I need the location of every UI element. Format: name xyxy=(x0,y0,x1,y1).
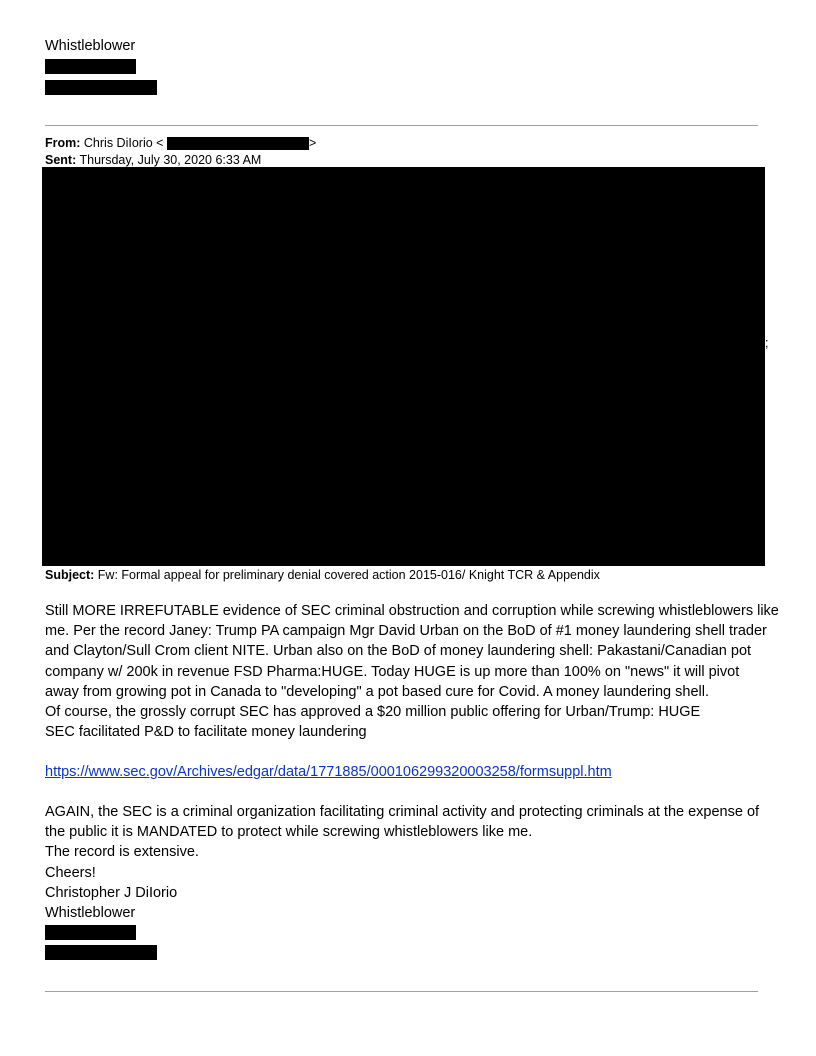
body-line: and Clayton/Sull Crom client NITE. Urban also on the BoD of money laundering shell: Pakastani/Canadian pot xyxy=(45,643,752,660)
body-line: company w/ 200k in revenue FSD Pharma:HUGE. Today HUGE is up more than 100% on "news" it will pivot xyxy=(45,663,740,680)
sent-label: Sent: xyxy=(45,153,77,167)
redaction-block xyxy=(167,137,309,150)
sent-line xyxy=(45,152,261,168)
from-close: > xyxy=(309,136,317,150)
body-line: The record is extensive. xyxy=(45,844,199,861)
body-line: away from growing pot in Canada to "developing" a pot based cure for Covid. A money laundering shell. xyxy=(45,683,709,700)
body-line: Of course, the grossly corrupt SEC has approved a $20 million public offering for Urban/Trump: HUGE xyxy=(45,704,701,721)
subject-line xyxy=(45,567,600,583)
body-line: Cheers! xyxy=(45,864,96,881)
redaction-block xyxy=(45,925,136,940)
body-line: SEC facilitated P&D to facilitate money laundering xyxy=(45,724,367,741)
sec-filing-link[interactable]: https://www.sec.gov/Archives/edgar/data/1771885/000106299320003258/formsuppl.htm xyxy=(45,764,612,780)
divider-line xyxy=(45,125,758,126)
stray-character: ; xyxy=(765,336,769,350)
redaction-block xyxy=(45,945,157,960)
body-line: the public it is MANDATED to protect while screwing whistleblowers like me. xyxy=(45,824,533,841)
body-line: AGAIN, the SEC is a criminal organization facilitating criminal activity and protecting criminals at the expense of xyxy=(45,804,760,820)
header-sender-name: Whistleblower xyxy=(45,38,136,54)
from-line xyxy=(45,135,163,151)
body-line: Still MORE IRREFUTABLE evidence of SEC criminal obstruction and corruption while screwing whistleblowers like xyxy=(45,603,779,619)
body-line: me. Per the record Janey: Trump PA campaign Mgr David Urban on the BoD of #1 money laundering shell trader xyxy=(45,623,767,640)
sent-value: Thursday, July 30, 2020 6:33 AM xyxy=(79,153,262,167)
body-paragraph-1 xyxy=(45,601,779,742)
redaction-block xyxy=(45,59,136,74)
subject-label: Subject: xyxy=(45,568,95,582)
subject-value: Fw: Formal appeal for preliminary denial covered action 2015-016/ Knight TCR & Appendix xyxy=(97,568,600,582)
divider-line xyxy=(45,991,758,992)
large-redaction-block xyxy=(42,167,765,566)
signature-name: Christopher J DiIorio xyxy=(45,884,178,901)
redaction-block xyxy=(45,80,157,95)
from-label: From: xyxy=(45,136,81,150)
signature-title: Whistleblower xyxy=(45,905,136,922)
from-name: Chris DiIorio < xyxy=(83,136,164,150)
body-paragraph-2 xyxy=(45,802,775,923)
